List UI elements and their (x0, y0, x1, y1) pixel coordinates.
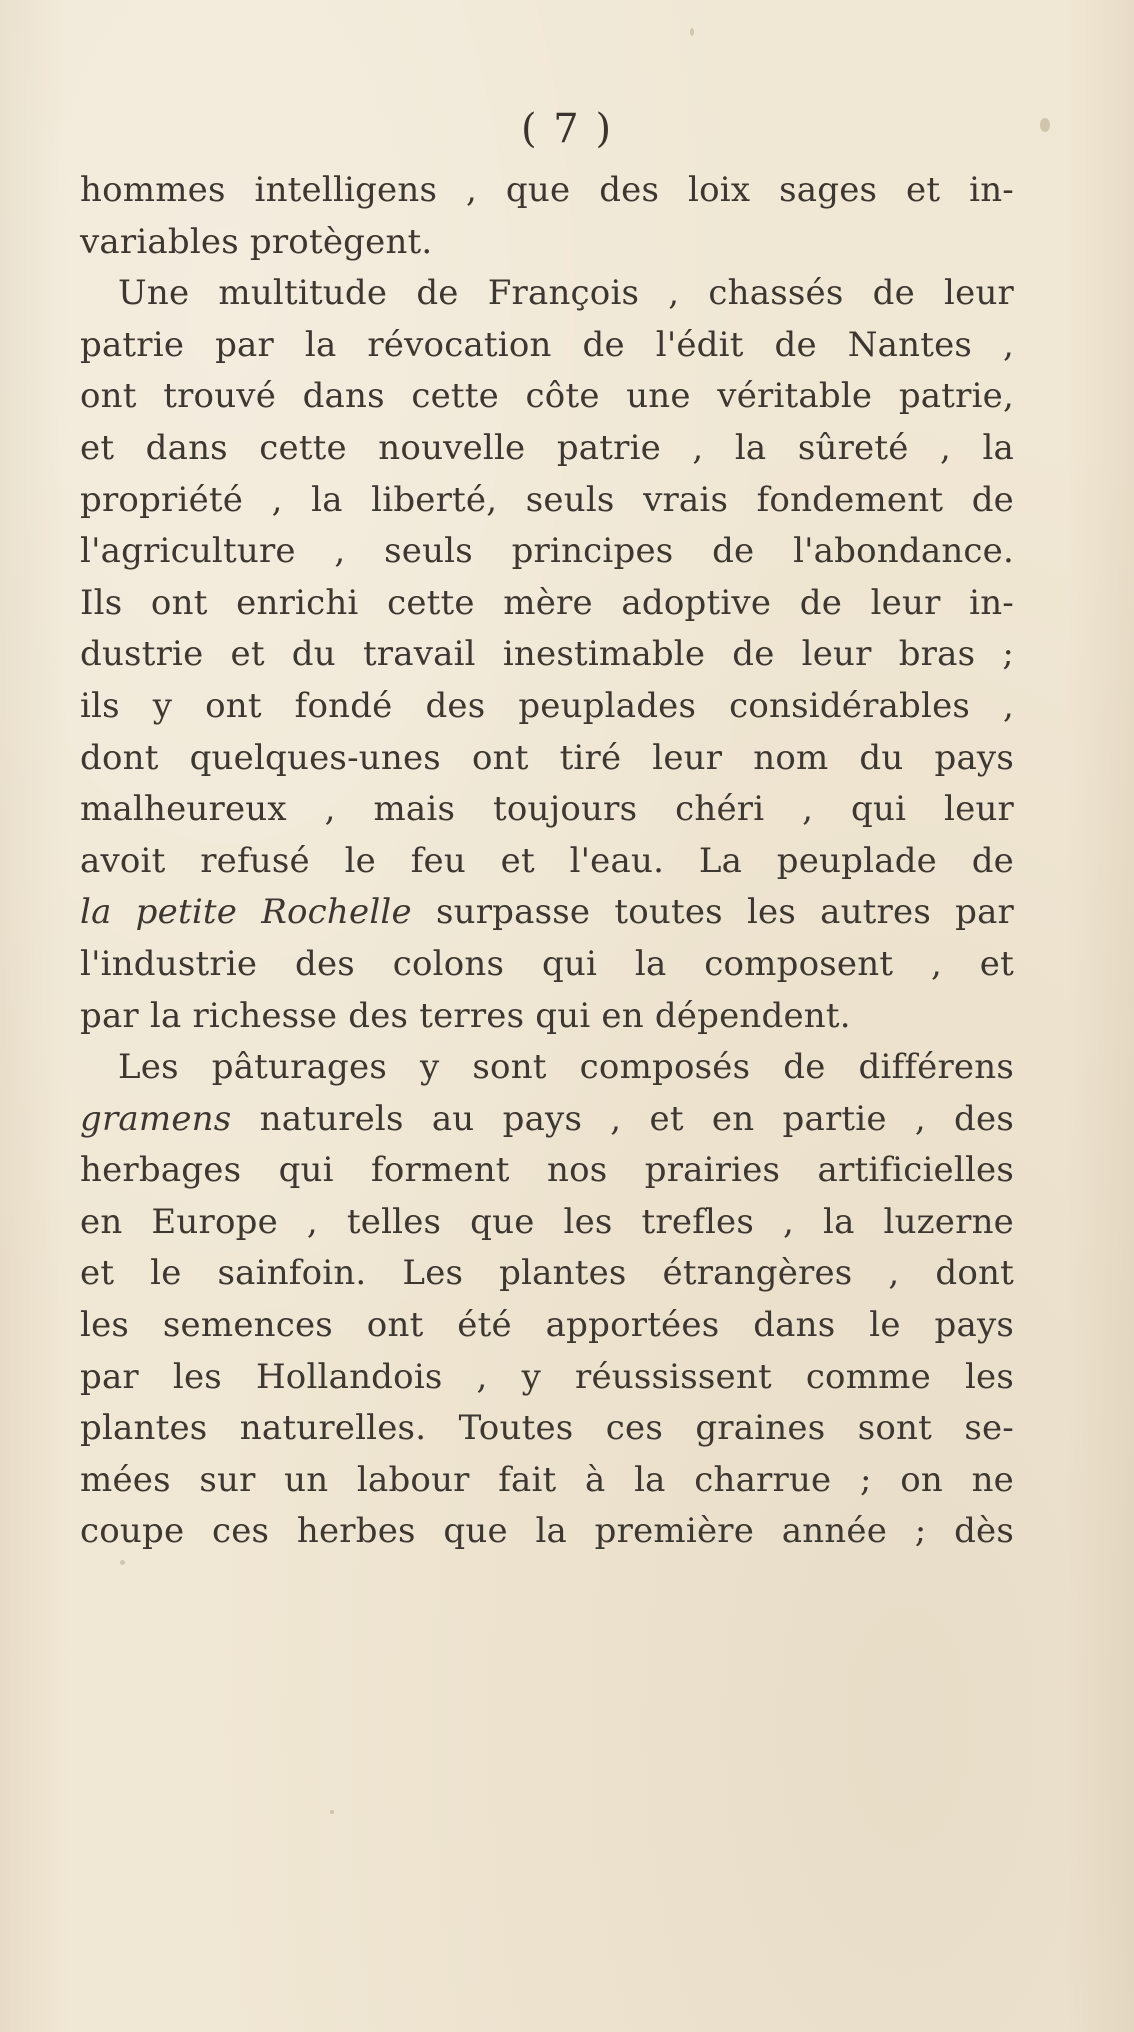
text-line (80, 423, 1014, 475)
line-text: par les Hollandois , y réussissent comme les (80, 1356, 1014, 1397)
line-text: dustrie et du travail inestimable de leur bras ; (80, 634, 1014, 675)
line-text: avoit refusé le feu et l'eau. La peuplade de (80, 840, 1014, 881)
text-line (80, 371, 1014, 423)
line-text: patrie par la révocation de l'édit de Nantes , (80, 324, 1014, 365)
text-line (80, 1403, 1014, 1455)
text-line (80, 1300, 1014, 1352)
text-line (80, 578, 1014, 630)
line-text: ont trouvé dans cette côte une véritable patrie, (80, 376, 1014, 417)
text-line (80, 1506, 1014, 1558)
line-text: Les pâturages y sont composés de différens (118, 1047, 1014, 1088)
text-line (80, 320, 1014, 372)
foxing-spot (120, 1560, 125, 1565)
line-text: Une multitude de François , chassés de leur (118, 273, 1014, 314)
line-text: herbages qui forment nos prairies artificielles (80, 1150, 1014, 1191)
line-text: en Europe , telles que les trefles , la luzerne (80, 1201, 1014, 1242)
line-text: propriété , la liberté, seuls vrais fondement de (80, 479, 1014, 520)
line-text: les semences ont été apportées dans le pays (80, 1305, 1014, 1346)
text-line (80, 217, 1014, 269)
text-line (80, 681, 1014, 733)
line-text: malheureux , mais toujours chéri , qui leur (80, 789, 1014, 830)
text-line (80, 1352, 1014, 1404)
line-text: surpasse toutes les autres par (411, 892, 1014, 933)
text-line (80, 1248, 1014, 1300)
italic-phrase: la petite Rochelle (80, 892, 412, 933)
foxing-spot (690, 28, 694, 36)
text-line (80, 939, 1014, 991)
line-text: et le sainfoin. Les plantes étrangères , dont (80, 1253, 1014, 1294)
body-text (80, 165, 1014, 1558)
text-line (80, 887, 1014, 939)
text-line (80, 268, 1014, 320)
text-line (80, 165, 1014, 217)
line-text: plantes naturelles. Toutes ces graines sont se- (80, 1408, 1014, 1449)
line-text: par la richesse des terres qui en dépendent. (80, 995, 851, 1036)
line-text: coupe ces herbes que la première année ; dès (80, 1511, 1014, 1552)
line-text: hommes intelligens , que des loix sages et in- (80, 170, 1014, 210)
line-text: Ils ont enrichi cette mère adoptive de leur in- (80, 582, 1014, 623)
line-text: ils y ont fondé des peuplades considérables , (80, 685, 1014, 726)
text-line (80, 1197, 1014, 1249)
text-line (80, 991, 1014, 1043)
text-line (80, 475, 1014, 527)
line-text: l'industrie des colons qui la composent , et (80, 943, 1014, 984)
text-line (80, 733, 1014, 785)
line-text: et dans cette nouvelle patrie , la sûreté , la (80, 427, 1014, 468)
foxing-spot (330, 1810, 334, 1814)
text-line (80, 629, 1014, 681)
line-text: naturels au pays , et en partie , des (231, 1098, 1014, 1139)
line-text: dont quelques-unes ont tiré leur nom du pays (80, 737, 1014, 778)
line-text: l'agriculture , seuls principes de l'abondance. (80, 531, 1014, 572)
line-text: mées sur un labour fait à la charrue ; on ne (80, 1459, 1014, 1500)
line-text: variables protègent. (80, 221, 433, 262)
text-line (80, 1145, 1014, 1197)
text-line (80, 1042, 1014, 1094)
text-line (80, 526, 1014, 578)
italic-phrase: gramens (80, 1098, 232, 1139)
text-line (80, 784, 1014, 836)
text-line (80, 1094, 1014, 1146)
page-number: ( 7 ) (520, 106, 614, 152)
text-line (80, 1455, 1014, 1507)
text-line (80, 836, 1014, 888)
